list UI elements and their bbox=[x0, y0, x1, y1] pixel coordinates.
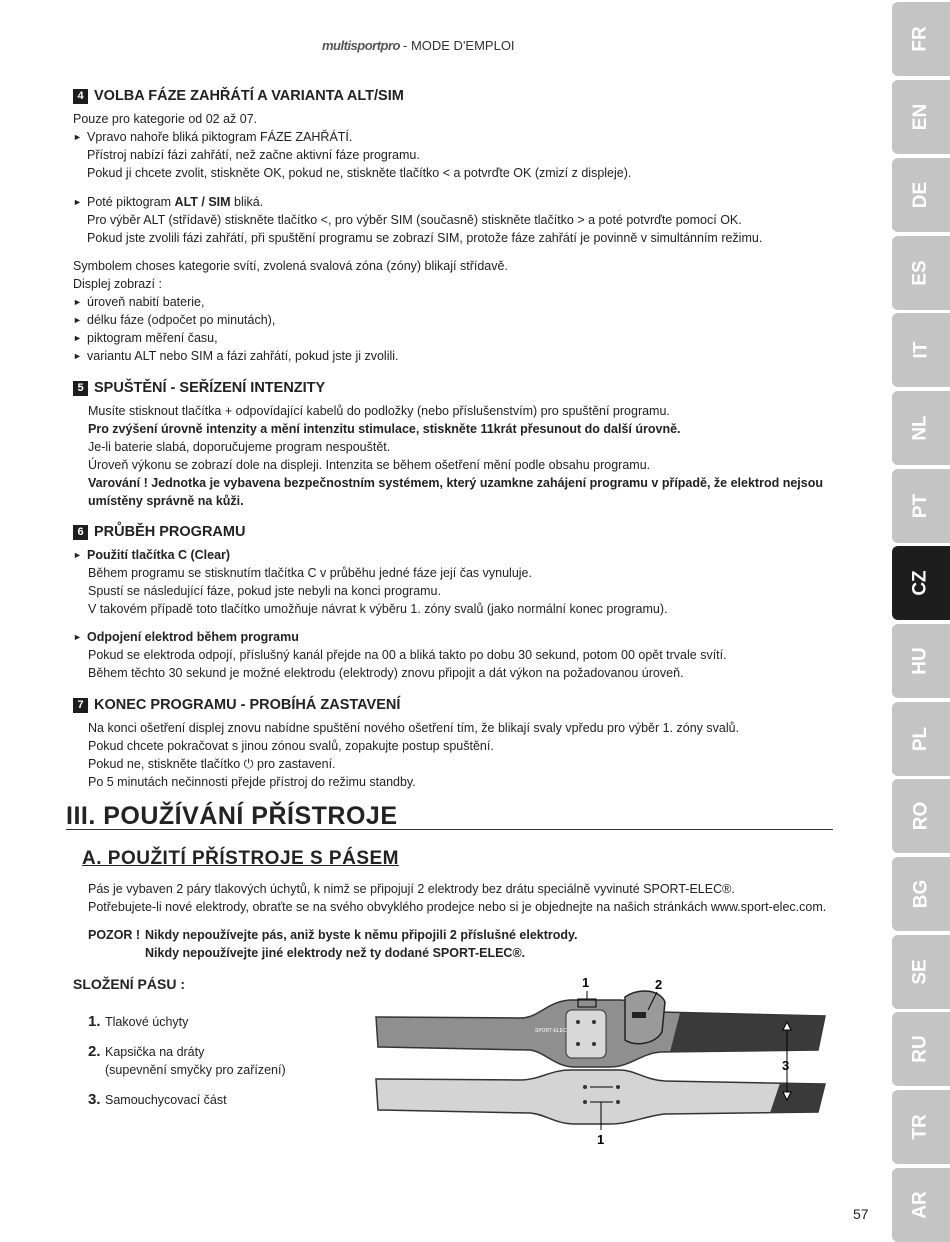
lang-tab-se[interactable]: SE bbox=[892, 935, 950, 1009]
pocket-slot bbox=[632, 1012, 646, 1018]
press-stud bbox=[583, 1100, 587, 1104]
text-line: Na konci ošetření displej znovu nabídne spuštění nového ošetření tím, že blikají svaly vpředu pro výběr 1. zóny svalů. bbox=[88, 721, 740, 735]
arrow-bullet-icon: ► bbox=[73, 550, 82, 560]
legend-item: 3. Samouchycovací část bbox=[88, 1091, 227, 1108]
list-item: ► variantu ALT nebo SIM a fázi zahřátí, pokud jste ji zvolili. bbox=[73, 349, 399, 363]
header-suffix: - MODE D'EMPLOI bbox=[403, 38, 515, 53]
text-line: Pás je vybaven 2 páry tlakových úchytů, k nimž se připojují 2 elektrody bez drátu speciálně vyvinuté SPORT-ELEC®. bbox=[88, 882, 735, 896]
callout-3: 3 bbox=[782, 1058, 790, 1073]
section-5-heading bbox=[73, 378, 838, 398]
warning-text: Varování ! Jednotka je vybavena bezpečnostním systémem, který uzamkne zahájení programu v případě, že elektrod nejsou umístěny správně na kůži. bbox=[88, 476, 823, 508]
section-number: 7 bbox=[73, 698, 88, 713]
warning-text: Nikdy nepoužívejte pás, aniž byste k němu připojili 2 příslušné elektrody. bbox=[145, 928, 578, 942]
belt-legend bbox=[88, 1013, 286, 1121]
text-line: V takovém případě toto tlačítko umožňuje návrat k výběru 1. zóny svalů (jako normální konec programu). bbox=[88, 602, 668, 616]
lang-tab-bg[interactable]: BG bbox=[892, 857, 950, 931]
warning-block bbox=[88, 926, 838, 962]
section-5 bbox=[73, 378, 838, 510]
text-line: Pro výběr ALT (střídavě) stiskněte tlačítko <, pro výběr SIM (současně) stiskněte tlačítko > a poté potvrďte pomocí OK. bbox=[87, 213, 742, 227]
text-line: Displej zobrazí : bbox=[73, 277, 162, 291]
text-line: Pro zvýšení úrovně intenzity a mění intenzitu stimulace, stiskněte 11krát přesunout do další úrovně. bbox=[88, 422, 681, 436]
lang-tab-de[interactable]: DE bbox=[892, 158, 950, 232]
lang-tab-ro[interactable]: RO bbox=[892, 779, 950, 853]
lang-tab-es[interactable]: ES bbox=[892, 236, 950, 310]
text-line: Spustí se následující fáze, pokud jste nebyli na konci programu. bbox=[88, 584, 441, 598]
lang-tab-pt[interactable]: PT bbox=[892, 469, 950, 543]
text-line: Je-li baterie slabá, doporučujeme program nespouštět. bbox=[88, 440, 391, 454]
section-title: PRŮBĚH PROGRAMU bbox=[94, 524, 246, 540]
subsection-heading: A. POUŽITÍ PŘÍSTROJE S PÁSEM bbox=[82, 848, 399, 869]
arrow-bullet-icon: ► bbox=[73, 315, 82, 325]
lang-tab-nl[interactable]: NL bbox=[892, 391, 950, 465]
callout-1-bottom: 1 bbox=[597, 1132, 605, 1147]
lang-tab-pl[interactable]: PL bbox=[892, 702, 950, 776]
text-line: Pokud ji chcete zvolit, stiskněte OK, pokud ne, stiskněte tlačítko < a potvrďte OK (zmizí z displeje). bbox=[87, 166, 632, 180]
section-title: VOLBA FÁZE ZAHŘÁTÍ A VARIANTA ALT/SIM bbox=[94, 88, 404, 104]
text-line: Úroveň výkonu se zobrazí dole na displeji. Intenzita se během ošetření mění podle obsahu programu. bbox=[88, 458, 651, 472]
belt-intro bbox=[88, 880, 838, 962]
part-heading: III. POUŽÍVÁNÍ PŘÍSTROJE bbox=[66, 807, 833, 830]
press-stud bbox=[576, 1042, 580, 1046]
electrode-pad bbox=[566, 1010, 606, 1058]
section-number: 5 bbox=[73, 381, 88, 396]
belt-illustration bbox=[370, 972, 835, 1152]
text-line: Po 5 minutách nečinnosti přejde přístroj do režimu standby. bbox=[88, 775, 416, 789]
text-line: Symbolem choses kategorie svítí, zvolená svalová zóna (zóny) blikají střídavě. bbox=[73, 259, 508, 273]
text-line: Během těchto 30 sekund je možné elektrodu (elektrody) znovu připojit a dát výkon na požadovanou úroveň. bbox=[88, 666, 684, 680]
belt-logo: SPORT-ELEC bbox=[535, 1028, 567, 1034]
velcro-part-top bbox=[670, 1013, 825, 1052]
arrow-bullet-icon: ► bbox=[73, 333, 82, 343]
text-line: Pokud jste zvolili fázi zahřátí, při spuštění programu se zobrazí SIM, protože fáze zahřátí je povinně v simultánním režimu. bbox=[87, 231, 763, 245]
section-7 bbox=[73, 695, 838, 791]
section-6-heading bbox=[73, 522, 838, 542]
intro-text: Pouze pro kategorie od 02 až 07. bbox=[73, 112, 258, 126]
arrow-bullet-icon: ► bbox=[73, 132, 82, 142]
lang-tab-hu[interactable]: HU bbox=[892, 624, 950, 698]
press-stud bbox=[592, 1020, 596, 1024]
page-header bbox=[322, 37, 515, 55]
legend-item: 1. Tlakové úchyty bbox=[88, 1013, 189, 1030]
text-line: Musíte stisknout tlačítka + odpovídající kabelů do podložky (nebo příslušenstvím) pro spuštění programu. bbox=[88, 404, 670, 418]
section-6 bbox=[73, 522, 838, 682]
callout-1: 1 bbox=[582, 975, 590, 990]
text-line: Pokud chcete pokračovat s jinou zónou svalů, zopakujte postup spuštění. bbox=[88, 739, 494, 753]
section-4 bbox=[73, 86, 838, 365]
legend-item: 2. Kapsička na dráty (supevnění smyčky pro zařízení) bbox=[88, 1043, 286, 1077]
callout-2: 2 bbox=[655, 977, 663, 992]
bullet: ► Vpravo nahoře bliká piktogram FÁZE ZAHŘÁTÍ. bbox=[73, 130, 353, 144]
press-stud bbox=[583, 1085, 587, 1089]
text-line: Během programu se stisknutím tlačítka C v průběhu jedné fáze její čas vynuluje. bbox=[88, 566, 532, 580]
warning-label: POZOR ! bbox=[88, 928, 141, 942]
press-stud bbox=[616, 1085, 620, 1089]
language-tabs bbox=[892, 0, 950, 1242]
composition-heading: SLOŽENÍ PÁSU : bbox=[73, 976, 186, 992]
press-stud bbox=[576, 1020, 580, 1024]
warning-text: Nikdy nepoužívejte jiné elektrody než ty dodané SPORT-ELEC®. bbox=[145, 946, 526, 960]
bullet: ► Poté piktogram ALT / SIM bliká. bbox=[73, 195, 264, 209]
arrow-bullet-icon: ► bbox=[73, 632, 82, 642]
lang-tab-it[interactable]: IT bbox=[892, 313, 950, 387]
brand-logo: multisportpro bbox=[322, 38, 400, 53]
text-line: Pokud se elektroda odpojí, příslušný kanál přejde na 00 a bliká takto po dobu 30 sekund, potom 00 opět trvale svítí. bbox=[88, 648, 727, 662]
arrow-bullet-icon: ► bbox=[73, 351, 82, 361]
section-number: 6 bbox=[73, 525, 88, 540]
section-4-heading bbox=[73, 86, 838, 106]
text-line: Pokud ne, stiskněte tlačítko ⏻ pro zastavení. bbox=[88, 757, 336, 771]
lang-tab-tr[interactable]: TR bbox=[892, 1090, 950, 1164]
text-line: Přístroj nabízí fázi zahřátí, než začne aktivní fáze programu. bbox=[87, 148, 420, 162]
lang-tab-fr[interactable]: FR bbox=[892, 2, 950, 76]
press-stud bbox=[592, 1042, 596, 1046]
section-7-heading bbox=[73, 695, 838, 715]
arrow-bullet-icon: ► bbox=[73, 297, 82, 307]
subheading: ► Použití tlačítka C (Clear) bbox=[73, 548, 231, 562]
subheading: ► Odpojení elektrod během programu bbox=[73, 630, 299, 644]
section-number: 4 bbox=[73, 89, 88, 104]
lang-tab-en[interactable]: EN bbox=[892, 80, 950, 154]
lang-tab-ru[interactable]: RU bbox=[892, 1012, 950, 1086]
section-title: SPUŠTĚNÍ - SEŘÍZENÍ INTENZITY bbox=[94, 380, 326, 396]
lang-tab-cz[interactable]: CZ bbox=[892, 546, 950, 620]
lang-tab-ar[interactable]: AR bbox=[892, 1168, 950, 1242]
section-title: KONEC PROGRAMU - PROBÍHÁ ZASTAVENÍ bbox=[94, 697, 401, 713]
press-stud bbox=[616, 1100, 620, 1104]
text-line: Potřebujete-li nové elektrody, obraťte se na svého obvyklého prodejce nebo si je objednejte na našich stránkách www.sport-elec.com. bbox=[88, 900, 827, 914]
page-number: 57 bbox=[853, 1206, 869, 1222]
list-item: ► délku fáze (odpočet po minutách), bbox=[73, 313, 276, 327]
list-item: ► úroveň nabití baterie, bbox=[73, 295, 205, 309]
arrow-bullet-icon: ► bbox=[73, 197, 82, 207]
list-item: ► piktogram měření času, bbox=[73, 331, 218, 345]
